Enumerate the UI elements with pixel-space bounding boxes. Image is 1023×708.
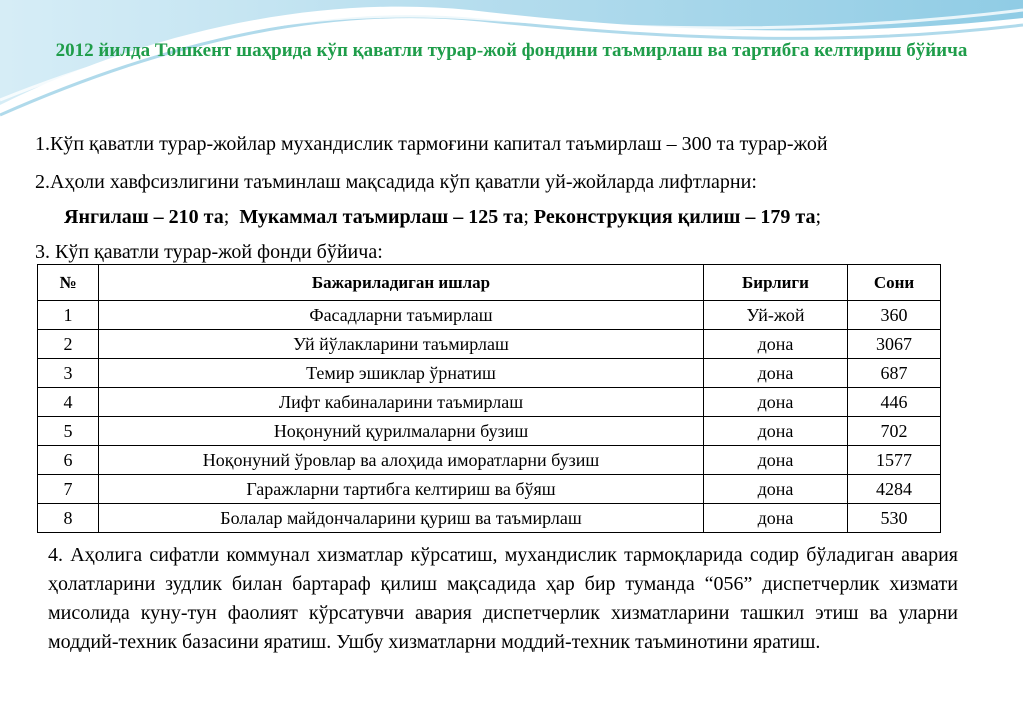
table-header-row	[38, 265, 941, 301]
cell-number: 2	[38, 330, 99, 359]
cell-work: Гаражларни тартибга келтириш ва бўяш	[99, 475, 704, 504]
cell-count: 446	[848, 388, 941, 417]
header-number: №	[38, 265, 99, 301]
cell-work: Ноқонуний ўровлар ва алоҳида иморатларни бузиш	[99, 446, 704, 475]
cell-work: Фасадларни таъмирлаш	[99, 301, 704, 330]
cell-work: Болалар майдончаларини қуриш ва таъмирлаш	[99, 504, 704, 533]
cell-unit: дона	[704, 446, 848, 475]
table-row	[38, 330, 941, 359]
elevator-renew: Янгилаш – 210 та	[64, 206, 224, 228]
cell-count: 4284	[848, 475, 941, 504]
cell-unit: дона	[704, 359, 848, 388]
elevator-repair: Мукаммал таъмирлаш – 125 та	[239, 206, 524, 228]
item-2-detail: Янгилаш – 210 та; Мукаммал таъмирлаш – 125 та; Реконструкция қилиш – 179 та;	[64, 206, 822, 228]
header-works: Бажариладиган ишлар	[99, 265, 704, 301]
works-table	[37, 264, 941, 533]
cell-work: Лифт кабиналарини таъмирлаш	[99, 388, 704, 417]
item-2-text: 2.Аҳоли хавфсизлигини таъминлаш мақсадида кўп қаватли уй-жойларда лифтларни:	[35, 171, 757, 193]
cell-count: 360	[848, 301, 941, 330]
cell-count: 530	[848, 504, 941, 533]
cell-number: 3	[38, 359, 99, 388]
cell-work: Ноқонуний қурилмаларни бузиш	[99, 417, 704, 446]
cell-unit: дона	[704, 330, 848, 359]
item-3-text: 3. Кўп қаватли турар-жой фонди бўйича:	[35, 241, 383, 263]
table-row	[38, 301, 941, 330]
table-row	[38, 417, 941, 446]
cell-count: 1577	[848, 446, 941, 475]
cell-count: 687	[848, 359, 941, 388]
cell-work: Уй йўлакларини таъмирлаш	[99, 330, 704, 359]
table-row	[38, 388, 941, 417]
header-unit: Бирлиги	[704, 265, 848, 301]
decorative-wave-header	[0, 0, 1023, 130]
table-row	[38, 504, 941, 533]
cell-work: Темир эшиклар ўрнатиш	[99, 359, 704, 388]
item-4-paragraph: 4. Аҳолига сифатли коммунал хизматлар кўрсатиш, мухандислик тармоқларида содир бўладиган авария ҳолатларини зудлик билан бартараф қилиш мақсадида ҳар бир туманда “056” диспетчерлик хизмати мисолида куну-тун фаолият кўрсатувчи авария диспетчерлик хизматларини ташкил этиш ва уларни моддий-техник базасини яратиш. Ушбу хизматларни моддий-техник таъминотини яратиш.	[48, 544, 958, 653]
header-count: Сони	[848, 265, 941, 301]
cell-unit: дона	[704, 417, 848, 446]
table-row	[38, 359, 941, 388]
cell-unit: дона	[704, 388, 848, 417]
table-row	[38, 446, 941, 475]
cell-number: 1	[38, 301, 99, 330]
elevator-reconstruct: Реконструкция қилиш – 179 та	[533, 206, 816, 228]
cell-count: 702	[848, 417, 941, 446]
cell-number: 8	[38, 504, 99, 533]
cell-number: 7	[38, 475, 99, 504]
cell-number: 4	[38, 388, 99, 417]
cell-number: 5	[38, 417, 99, 446]
cell-unit: дона	[704, 504, 848, 533]
item-1-text: 1.Кўп қаватли турар-жойлар мухандислик тармоғини капитал таъмирлаш – 300 та турар-жой	[35, 133, 828, 155]
table-row	[38, 475, 941, 504]
cell-unit: дона	[704, 475, 848, 504]
cell-number: 6	[38, 446, 99, 475]
cell-count: 3067	[848, 330, 941, 359]
cell-unit: Уй-жой	[704, 301, 848, 330]
page-title: 2012 йилда Тошкент шаҳрида кўп қаватли турар-жой фондини таъмирлаш ва тартибга келтириш бўйича	[55, 40, 968, 61]
